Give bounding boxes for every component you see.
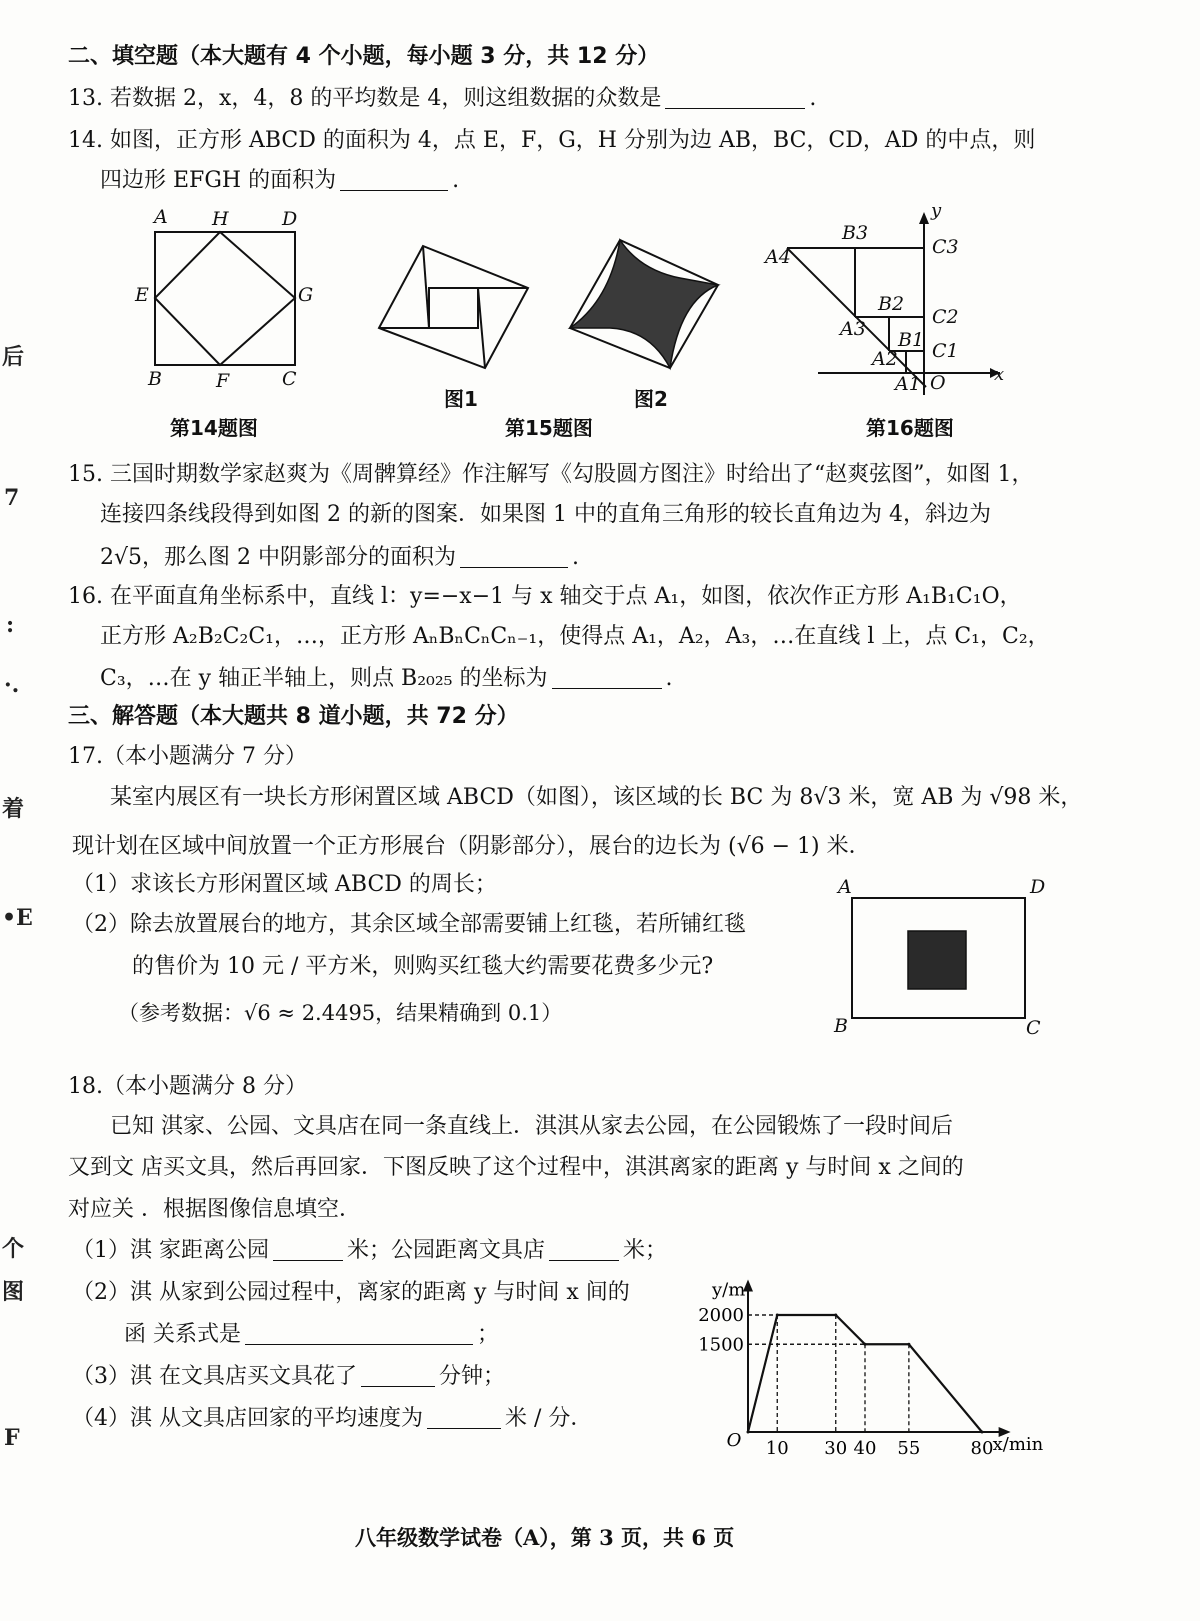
q18-p4-end: 米 / 分．	[505, 1406, 593, 1431]
x-tick-label: 10	[765, 1438, 789, 1459]
q15-hypotenuse: 2√5	[100, 545, 143, 570]
margin-char: •E	[2, 905, 33, 931]
fig16-label: A3	[840, 318, 866, 340]
fig14-label: A	[154, 206, 168, 228]
x-tick-label: 30	[824, 1438, 848, 1459]
x-tick-label: 80	[970, 1438, 994, 1459]
fig16-label: C2	[932, 306, 959, 328]
q18-line1: 已知 淇家、公园、文具店在同一条直线上．淇淇从家去公园，在公园锻炼了一段时间后	[110, 1114, 953, 1139]
q16-line2: 正方形 A₂B₂C₂C₁，…，正方形 AₙBₙCₙCₙ₋₁，使得点 A₁，A₂，A₃，…在直线 l 上，点 C₁，C₂，	[100, 624, 1050, 649]
fig14-label: G	[298, 284, 314, 306]
q14-end: .	[452, 168, 460, 193]
fig16-label: x	[994, 364, 1005, 385]
margin-char: ·.	[4, 672, 20, 698]
q15-line2: 连接四条线段得到如图 2 的新的图案．如果图 1 中的直角三角形的较长直角边为 4，斜边为	[100, 502, 991, 527]
data-point	[981, 1431, 984, 1434]
data-point	[907, 1343, 910, 1346]
section2-note: （本大题有 4 个小题，每小题 3 分，共 12 分）	[178, 44, 660, 69]
data-point	[864, 1343, 867, 1346]
q13-end: .	[809, 86, 817, 111]
margin-char: F	[4, 1425, 20, 1451]
fig14-label: F	[216, 370, 230, 392]
fig17-label: B	[834, 1015, 848, 1037]
data-point	[834, 1314, 837, 1317]
q17-part2a: （2）除去放置展台的地方，其余区域全部需要铺上红毯，若所铺红毯	[72, 912, 746, 937]
margin-char: 后	[2, 344, 25, 370]
y-axis-label: y/m	[712, 1279, 746, 1301]
fig16-label: O	[930, 372, 946, 394]
y-tick-label: 2000	[698, 1305, 744, 1326]
q13-text: 13. 若数据 2，x，4，8 的平均数是 4，则这组数据的众数是	[68, 86, 662, 111]
q18-p2-text: 函 关系式是	[124, 1322, 241, 1347]
fig16-label: C1	[932, 340, 959, 362]
fig16-label: C3	[932, 236, 959, 258]
fig16-label: A2	[872, 348, 898, 370]
q17-line1: 某室内展区有一块长方形闲置区域 ABCD（如图），该区域的长 BC 为 8√3 米，宽 AB 为 √98 米，	[110, 785, 1083, 810]
q18-p1-text2: 米；公园距离文具店	[347, 1238, 546, 1263]
margin-char: 图	[2, 1279, 25, 1305]
fig15-sub2: 图2	[634, 387, 668, 411]
fig16-label: y	[931, 200, 942, 221]
fig16-label: A1	[895, 373, 921, 395]
q17-line2: 现计划在区域中间放置一个正方形展台（阴影部分），展台的边长为 (√6 − 1) 米．	[72, 834, 871, 859]
q15-line3-text: ，那么图 2 中阴影部分的面积为	[142, 545, 456, 570]
q18-p1-text: （1）淇 家距离公园	[72, 1238, 269, 1263]
fig14-label: B	[148, 368, 162, 390]
data-point	[747, 1431, 750, 1434]
fig16-label: B1	[898, 329, 925, 351]
q18-p4-text: （4）淇 从文具店回家的平均速度为	[72, 1406, 423, 1431]
fig17-label: D	[1030, 876, 1046, 898]
margin-char: :	[6, 612, 15, 638]
fig14-label: D	[282, 208, 298, 230]
fig16-label: B2	[878, 293, 905, 315]
section3-note: （本大题共 8 道小题，共 72 分）	[178, 704, 519, 729]
q18-part2a: （2）淇 从家到公园过程中，离家的距离 y 与时间 x 间的	[72, 1280, 630, 1305]
x-axis-label: x/min	[992, 1434, 1044, 1455]
q18-p2-end: ；	[477, 1322, 500, 1347]
section2-title: 二、填空题	[68, 44, 179, 69]
fig14-label: H	[212, 208, 229, 230]
q14-line1: 14. 如图，正方形 ABCD 的面积为 4，点 E，F，G，H 分别为边 AB，BC，CD，AD 的中点，则	[68, 128, 1036, 153]
page-footer: 八年级数学试卷（A），第 3 页，共 6 页	[355, 1525, 735, 1550]
fig14-caption: 第14题图	[170, 416, 258, 440]
fig17-label: C	[1026, 1017, 1041, 1039]
x-tick-label: 55	[897, 1438, 921, 1459]
q17-ref: （参考数据：√6 ≈ 2.4495，结果精确到 0.1）	[118, 1001, 563, 1025]
fig15-sub1: 图1	[444, 387, 478, 411]
fig15-caption: 第15题图	[505, 416, 593, 440]
q16-line1: 16. 在平面直角坐标系中，直线 l：y=−x−1 与 x 轴交于点 A₁，如图，依次作正方形 A₁B₁C₁O，	[68, 584, 1022, 609]
q18-head: 18.（本小题满分 8 分）	[68, 1074, 307, 1099]
section3-title: 三、解答题	[68, 704, 179, 729]
q17-part2b: 的售价为 10 元 / 平方米，则购买红毯大约需要花费多少元?	[132, 954, 714, 979]
q18-line2: 又到文 店买文具，然后再回家．下图反映了这个过程中，淇淇离家的距离 y 与时间 x 之间的	[68, 1155, 964, 1180]
y-tick-label: 1500	[698, 1334, 744, 1356]
q17-part1: （1）求该长方形闲置区域 ABCD 的周长；	[72, 872, 497, 897]
q16-line3-text: C₃，…在 y 轴正半轴上，则点 B₂₀₂₅ 的坐标为	[100, 666, 548, 691]
q15-line1: 15. 三国时期数学家赵爽为《周髀算经》作注解写《勾股圆方图注》时给出了“赵爽弦图”，如图 1，	[68, 462, 1034, 487]
fig17-label: A	[838, 876, 852, 898]
x-tick-label: 40	[853, 1438, 877, 1459]
margin-char: 7	[4, 485, 20, 511]
q18-p3-end: 分钟；	[439, 1364, 506, 1389]
fig16-label: B3	[842, 222, 869, 244]
data-point	[776, 1314, 779, 1317]
fig16-label: A4	[765, 246, 791, 268]
fig16-caption: 第16题图	[866, 416, 954, 440]
q18-p3-text: （3）淇 在文具店买文具花了	[72, 1364, 357, 1389]
q14-line2-text: 四边形 EFGH 的面积为	[100, 168, 337, 193]
q17-head: 17.（本小题满分 7 分）	[68, 744, 307, 769]
fig14-label: E	[135, 284, 149, 306]
q16-end: .	[665, 666, 673, 691]
q15-end: .	[572, 545, 579, 570]
margin-char: 个	[2, 1236, 25, 1262]
q18-p1-end: 米；	[623, 1238, 668, 1263]
fig14-label: C	[282, 368, 297, 390]
q18-line3: 对应关 ．根据图像信息填空．	[68, 1197, 361, 1222]
margin-char: 着	[2, 796, 25, 822]
origin-label: O	[726, 1430, 742, 1451]
